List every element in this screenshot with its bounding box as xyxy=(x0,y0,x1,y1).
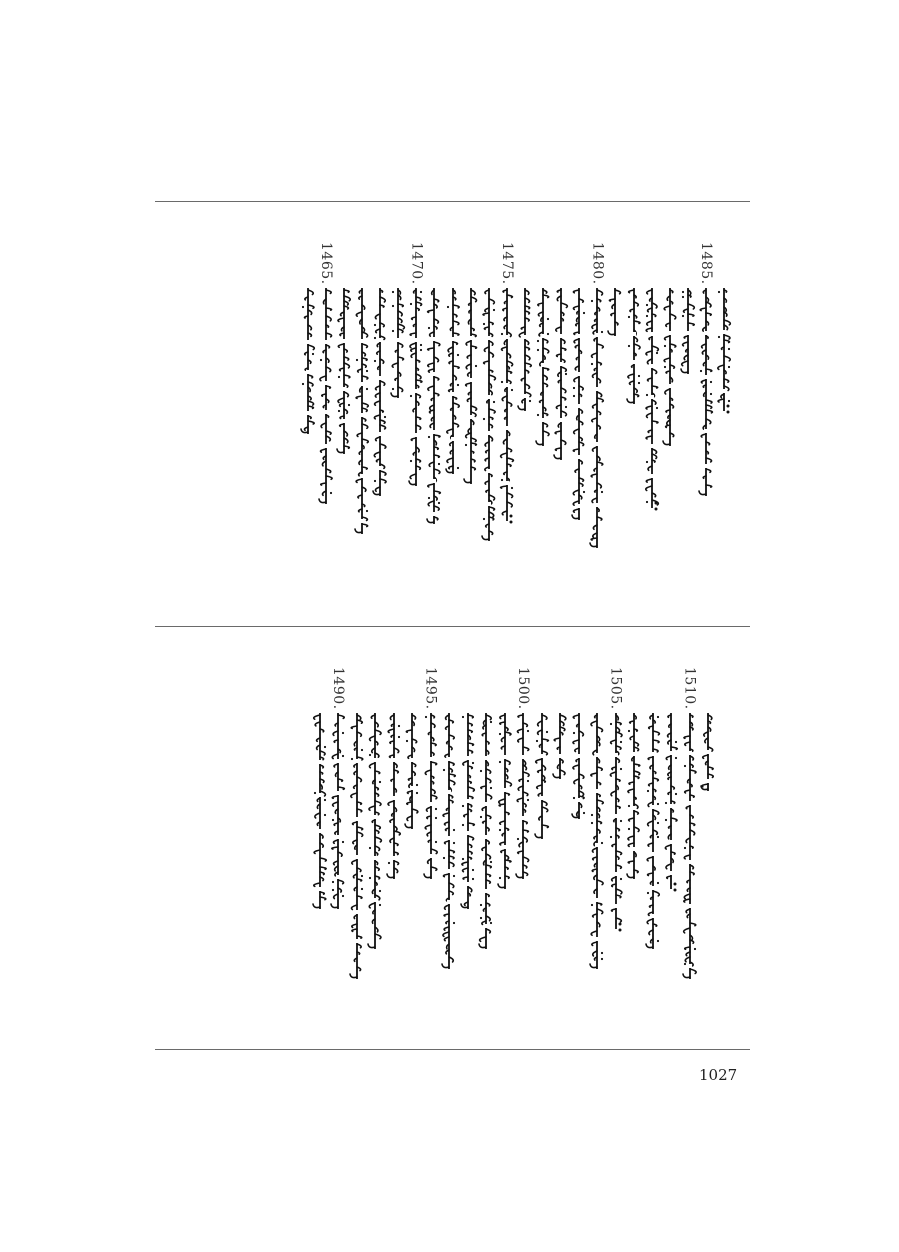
line-number: 1500. xyxy=(515,667,531,710)
verse-panel-bottom xyxy=(160,667,745,967)
page-number: 1027 xyxy=(699,1066,738,1084)
line-number: 1485. xyxy=(697,242,714,285)
verse-line xyxy=(308,667,332,913)
bottom-rule xyxy=(155,1049,750,1050)
line-number: 1490. xyxy=(330,667,346,710)
line-number: 1510. xyxy=(681,667,698,710)
middle-rule xyxy=(155,626,750,627)
mongolian-script-line xyxy=(309,711,331,913)
line-number: 1505. xyxy=(607,667,624,710)
line-number: 1470. xyxy=(408,242,425,285)
line-number: 1475. xyxy=(498,242,515,285)
top-rule xyxy=(155,201,750,202)
verse-panel-top xyxy=(160,242,745,572)
mongolian-script-line xyxy=(297,286,319,438)
verse-line xyxy=(296,242,320,438)
line-number: 1465. xyxy=(317,242,334,285)
line-number: 1495. xyxy=(422,667,439,710)
line-number: 1480. xyxy=(589,242,606,285)
